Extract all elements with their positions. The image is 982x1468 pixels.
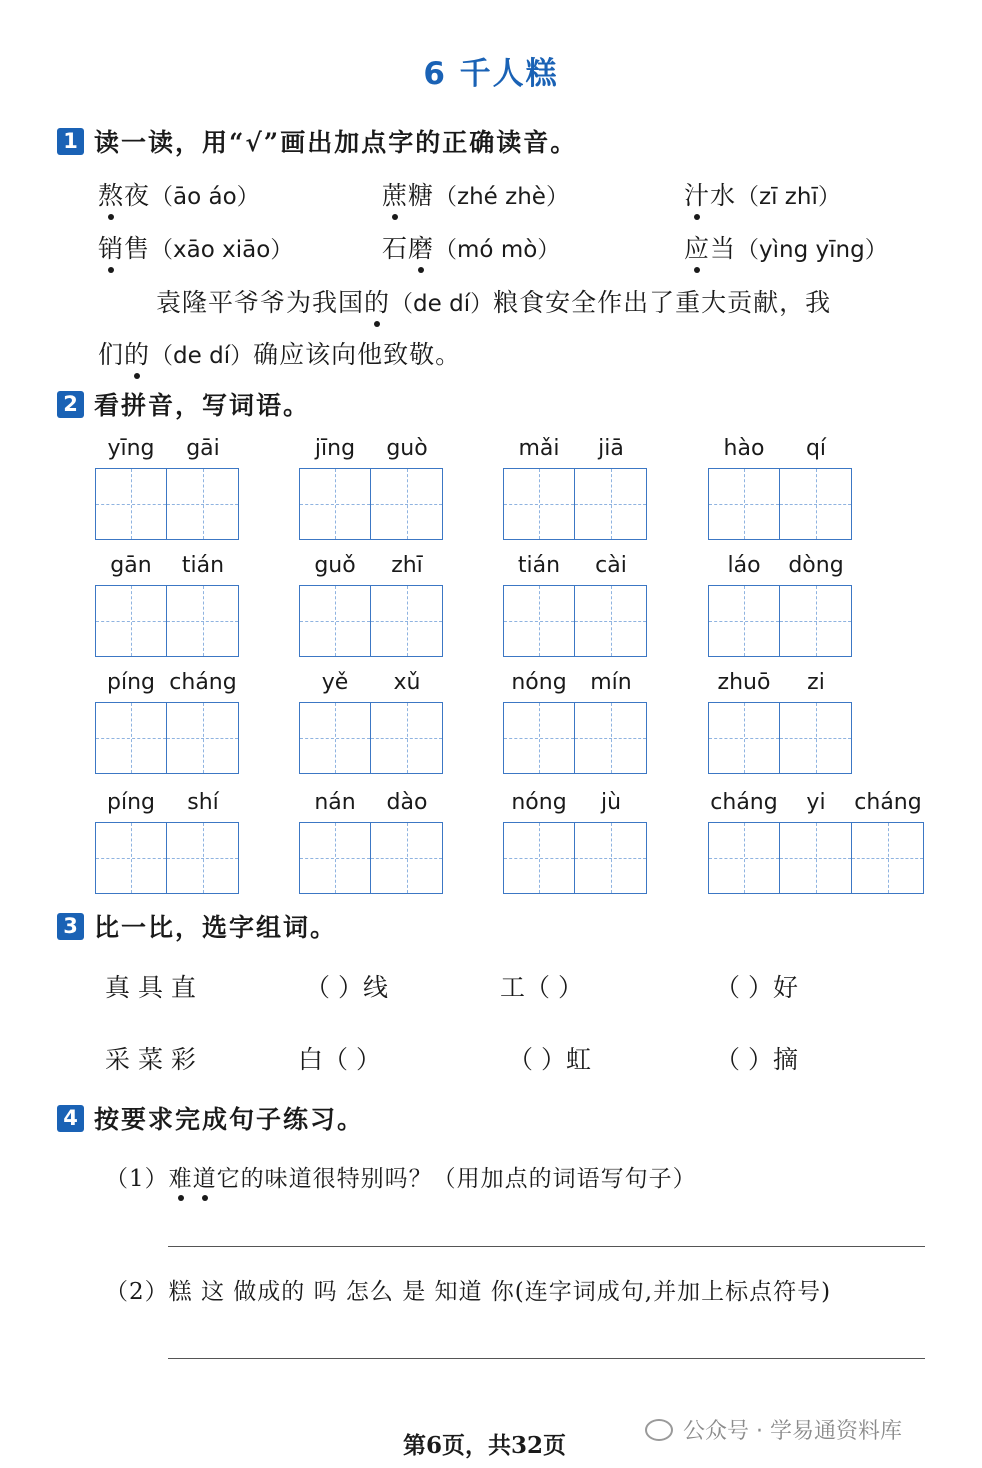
writing-box[interactable] — [575, 702, 647, 774]
writing-box[interactable] — [95, 585, 167, 657]
q4-sentence-1: （1）难道它的味道很特别吗？（用加点的词语写句子） — [105, 1160, 697, 1193]
q1-item: 销售（xāo xiāo） — [98, 229, 293, 265]
pinyin-syllable: shí — [187, 790, 219, 815]
pinyin-syllable: dòng — [788, 553, 844, 578]
pinyin-syllable: jīng — [314, 436, 356, 461]
q3-char-group: 真 具 直 — [105, 973, 196, 1002]
q3-row-2 — [0, 1040, 982, 1074]
writing-box[interactable] — [852, 822, 924, 894]
pinyin-syllable: guò — [386, 436, 428, 461]
pinyin-syllable: yīng — [107, 436, 155, 461]
writing-box[interactable] — [503, 585, 575, 657]
section-title: 看拼音，写词语。 — [94, 391, 311, 420]
writing-box[interactable] — [708, 468, 780, 540]
pinyin-syllable: yi — [806, 790, 826, 815]
writing-box[interactable] — [780, 468, 852, 540]
q1-item: 蔗糖（zhé zhè） — [382, 176, 569, 212]
q3-blank[interactable]: （ ）虹 — [508, 1045, 591, 1074]
q1-item: 汁水（zī zhī） — [684, 176, 841, 212]
writing-box[interactable] — [371, 822, 443, 894]
writing-box[interactable] — [575, 585, 647, 657]
q3-blank[interactable]: 白（ ） — [298, 1045, 381, 1074]
writing-box[interactable] — [575, 468, 647, 540]
q1-paragraph-line1: 袁隆平爷爷为我国的（de dí）粮食安全作出了重大贡献，我 — [156, 283, 831, 319]
pinyin-syllable: gān — [110, 553, 152, 578]
pinyin-syllable: nán — [314, 790, 356, 815]
section-number: 3 — [57, 913, 84, 940]
pinyin-syllable: mǎi — [518, 436, 560, 461]
answer-line-2[interactable] — [168, 1358, 925, 1359]
page-footer: 第6页，共32页 — [403, 1432, 567, 1459]
q3-row-1 — [0, 968, 982, 1002]
writing-box[interactable] — [503, 468, 575, 540]
writing-box[interactable] — [780, 585, 852, 657]
q1-paragraph-line2: 们的（de dí）确应该向他致敬。 — [98, 335, 461, 371]
pinyin-syllable: píng — [107, 670, 155, 695]
wechat-icon — [645, 1419, 673, 1441]
writing-box[interactable] — [95, 822, 167, 894]
writing-box[interactable] — [371, 585, 443, 657]
writing-box[interactable] — [503, 702, 575, 774]
writing-box[interactable] — [780, 822, 852, 894]
answer-line-1[interactable] — [168, 1246, 925, 1247]
section-2-header — [57, 388, 310, 420]
writing-box[interactable] — [299, 585, 371, 657]
pinyin-syllable: cài — [595, 553, 627, 578]
writing-box[interactable] — [503, 822, 575, 894]
pinyin-syllable: cháng — [710, 790, 778, 815]
writing-box[interactable] — [95, 468, 167, 540]
writing-box[interactable] — [780, 702, 852, 774]
writing-box[interactable] — [575, 822, 647, 894]
watermark — [645, 1414, 902, 1445]
writing-box[interactable] — [371, 702, 443, 774]
writing-box[interactable] — [299, 702, 371, 774]
q3-blank[interactable]: （ ）好 — [715, 973, 798, 1002]
section-title: 读一读，用“√”画出加点字的正确读音。 — [94, 128, 578, 157]
pinyin-syllable: cháng — [169, 670, 237, 695]
writing-box[interactable] — [95, 702, 167, 774]
pinyin-syllable: zi — [807, 670, 825, 695]
section-number: 1 — [57, 128, 84, 155]
writing-box[interactable] — [299, 468, 371, 540]
pinyin-syllable: yě — [321, 670, 349, 695]
writing-box[interactable] — [167, 585, 239, 657]
section-title: 按要求完成句子练习。 — [94, 1105, 365, 1134]
page-title: 6 千人糕 — [423, 56, 559, 92]
pinyin-syllable: xǔ — [393, 670, 421, 695]
pinyin-syllable: jiā — [598, 436, 624, 461]
q3-blank[interactable]: 工（ ） — [500, 973, 583, 1002]
section-4-header — [57, 1102, 364, 1134]
writing-box[interactable] — [371, 468, 443, 540]
section-number: 4 — [57, 1105, 84, 1132]
q3-blank[interactable]: （ ）摘 — [715, 1045, 798, 1074]
writing-box[interactable] — [708, 585, 780, 657]
pinyin-syllable: láo — [727, 553, 761, 578]
pinyin-syllable: píng — [107, 790, 155, 815]
writing-box[interactable] — [167, 468, 239, 540]
pinyin-syllable: jù — [600, 790, 622, 815]
pinyin-syllable: cháng — [854, 790, 922, 815]
pinyin-syllable: zhī — [391, 553, 423, 578]
section-1-header — [57, 125, 577, 157]
pinyin-syllable: dào — [386, 790, 428, 815]
pinyin-syllable: nóng — [511, 670, 567, 695]
q1-item: 石磨（mó mò） — [382, 229, 560, 265]
writing-box[interactable] — [167, 702, 239, 774]
writing-box[interactable] — [167, 822, 239, 894]
pinyin-syllable: hào — [723, 436, 765, 461]
pinyin-syllable: nóng — [511, 790, 567, 815]
pinyin-syllable: gāi — [186, 436, 220, 461]
q3-char-group: 采 菜 彩 — [105, 1045, 196, 1074]
q1-item: 应当（yìng yīng） — [684, 229, 888, 265]
section-title: 比一比，选字组词。 — [94, 913, 338, 942]
writing-box[interactable] — [708, 822, 780, 894]
pinyin-syllable: zhuō — [717, 670, 771, 695]
writing-box[interactable] — [708, 702, 780, 774]
watermark-text: 公众号 · 学易通资料库 — [683, 1419, 902, 1444]
q1-item: 熬夜（āo áo） — [98, 176, 260, 212]
pinyin-syllable: qí — [805, 436, 827, 461]
pinyin-syllable: mín — [590, 670, 632, 695]
pinyin-syllable: tián — [181, 553, 225, 578]
q4-sentence-2: （2）糕 这 做成的 吗 怎么 是 知道 你(连字词成句,并加上标点符号) — [105, 1279, 832, 1305]
pinyin-syllable: guǒ — [314, 553, 356, 578]
section-number: 2 — [57, 391, 84, 418]
writing-box[interactable] — [299, 822, 371, 894]
section-3-header — [57, 910, 337, 942]
pinyin-syllable: tián — [517, 553, 561, 578]
q3-blank[interactable]: （ ）线 — [305, 973, 388, 1002]
